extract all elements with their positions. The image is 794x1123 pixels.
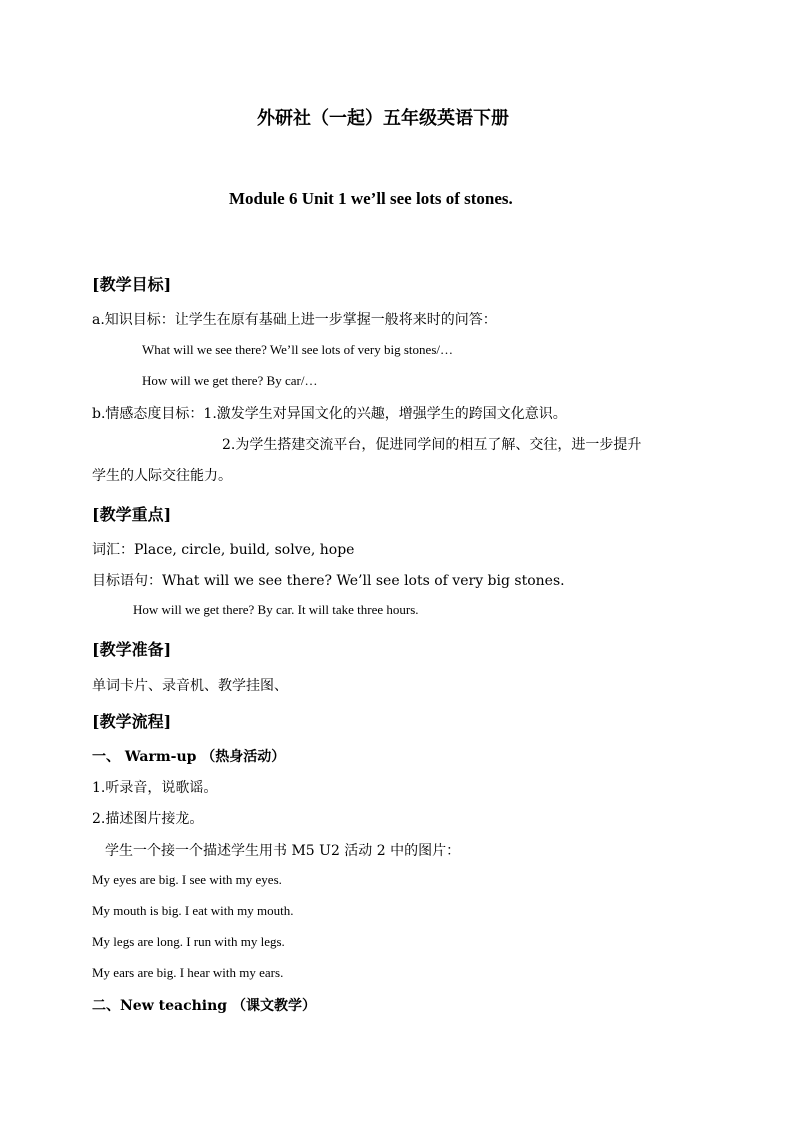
step1-item2: 2.描述图片接龙。 (92, 811, 204, 827)
objective-a-line1: What will we see there? We’ll see lots of very big stones/… (142, 342, 453, 357)
key-points-sentence2: How will we get there? By car. It will take three hours. (133, 602, 419, 617)
objectives-heading: [教学目标] (92, 275, 172, 294)
objective-b-line3: 学生的人际交往能力。 (92, 468, 232, 484)
key-points-vocab: 词汇：Place, circle, build, solve, hope (92, 542, 355, 558)
example-sentence: My legs are long. I run with my legs. (92, 934, 285, 949)
objective-b-line1: b.情感态度目标：1.激发学生对异国文化的兴趣，增强学生的跨国文化意识。 (92, 406, 567, 422)
objective-b-line2: 2.为学生搭建交流平台，促进同学间的相互了解、交往，进一步提升 (222, 437, 642, 453)
page-title: 外研社（一起）五年级英语下册 (257, 108, 509, 129)
process-heading: [教学流程] (92, 712, 172, 731)
example-sentence: My mouth is big. I eat with my mouth. (92, 903, 294, 918)
step1-description: 学生一个接一个描述学生用书 M5 U2 活动 2 中的图片： (105, 843, 461, 859)
preparation-heading: [教学准备] (92, 640, 172, 659)
key-points-sentence1: 目标语句：What will we see there? We’ll see lots of very big stones. (92, 573, 565, 589)
page-subtitle: Module 6 Unit 1 we’ll see lots of stones. (229, 189, 513, 208)
preparation-items: 单词卡片、录音机、教学挂图、 (92, 678, 288, 694)
step2-title: 二、New teaching （课文教学） (92, 998, 316, 1014)
example-sentence: My ears are big. I hear with my ears. (92, 965, 284, 980)
key-points-heading: [教学重点] (92, 505, 172, 524)
objective-a-line2: How will we get there? By car/… (142, 373, 318, 388)
step1-item1: 1.听录音，说歌谣。 (92, 780, 218, 796)
example-sentence: My eyes are big. I see with my eyes. (92, 872, 282, 887)
objective-a-label: a.知识目标：让学生在原有基础上进一步掌握一般将来时的问答： (92, 312, 497, 328)
step1-title: 一、 Warm-up （热身活动） (92, 749, 286, 765)
